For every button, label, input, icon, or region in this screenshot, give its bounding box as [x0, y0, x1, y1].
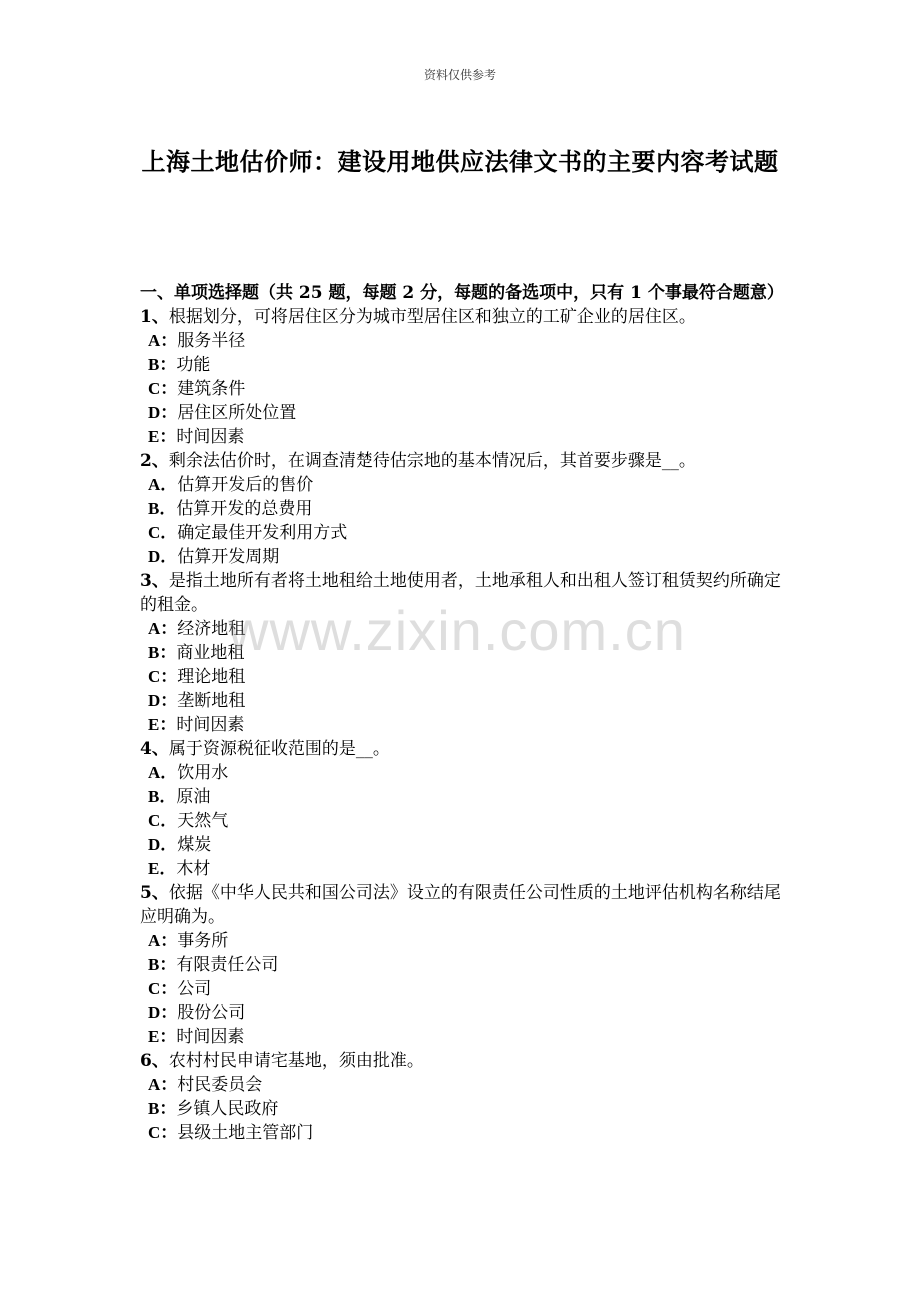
question	[140, 737, 785, 761]
option	[140, 1097, 785, 1121]
option	[140, 329, 785, 353]
option-text: 服务半径	[177, 331, 246, 351]
section-heading: 一、单项选择题（共 25 题，每题 2 分，每题的备选项中，只有 1 个事最符合题意）	[140, 283, 784, 303]
option	[140, 761, 785, 785]
option-text: 木材	[176, 859, 211, 879]
option	[140, 929, 785, 953]
option-text: 估算开发周期	[177, 547, 280, 567]
option-key: E：	[148, 715, 177, 734]
option	[140, 1073, 785, 1097]
option-key: A：	[148, 619, 178, 638]
question	[140, 1049, 785, 1073]
question-number: 5、	[140, 883, 169, 903]
option-text: 原油	[176, 787, 211, 807]
option	[140, 785, 785, 809]
option	[140, 689, 785, 713]
option-key: D：	[148, 691, 178, 710]
option	[140, 617, 785, 641]
option-text: 商业地租	[176, 643, 245, 663]
option	[140, 545, 785, 569]
question-number: 6、	[140, 1051, 169, 1071]
option-text: 确定最佳开发利用方式	[177, 523, 348, 543]
option-key: C：	[148, 379, 178, 398]
option-text: 估算开发的总费用	[176, 499, 313, 519]
question-text: 属于资源税征收范围的是__。	[168, 739, 390, 759]
option-text: 估算开发后的售价	[177, 475, 314, 495]
option-text: 时间因素	[176, 427, 245, 447]
option	[140, 1025, 785, 1049]
option-text: 功能	[176, 355, 211, 375]
option	[140, 497, 785, 521]
question-text: 依据《中华人民共和国公司法》设立的有限责任公司性质的土地评估机构名称结尾应明确为。	[140, 883, 781, 927]
option	[140, 473, 785, 497]
option-key: C：	[148, 1123, 178, 1142]
question-number: 1、	[140, 307, 169, 327]
option-key: A：	[148, 1075, 178, 1094]
question-text: 剩余法估价时，在调查清楚待估宗地的基本情况后，其首要步骤是__。	[168, 451, 696, 471]
header-note: 资料仅供参考	[423, 68, 496, 82]
option-text: 煤炭	[177, 835, 212, 855]
option-key: B：	[148, 1099, 177, 1118]
option-text: 有限责任公司	[176, 955, 279, 975]
question	[140, 569, 785, 617]
option-text: 乡镇人民政府	[176, 1099, 279, 1119]
option-text: 县级土地主管部门	[177, 1123, 314, 1143]
option-text: 居住区所处位置	[177, 403, 297, 423]
option	[140, 833, 785, 857]
option-key: C．	[148, 523, 178, 542]
option-key: D．	[148, 547, 178, 566]
option-text: 股份公司	[177, 1003, 246, 1023]
option-text: 建筑条件	[177, 379, 246, 399]
option	[140, 641, 785, 665]
option-key: C：	[148, 979, 178, 998]
option	[140, 401, 785, 425]
option	[140, 1001, 785, 1025]
option-key: B：	[148, 643, 177, 662]
question	[140, 305, 785, 329]
option-text: 时间因素	[176, 715, 245, 735]
option-key: B．	[148, 499, 177, 518]
question-list	[140, 305, 785, 1145]
option-key: D：	[148, 403, 178, 422]
document-body	[140, 281, 785, 1145]
option-text: 天然气	[177, 811, 229, 831]
option	[140, 425, 785, 449]
question-text: 根据划分，可将居住区分为城市型居住区和独立的工矿企业的居住区。	[168, 307, 696, 327]
option	[140, 1121, 785, 1145]
question-number: 2、	[140, 451, 169, 471]
question-text: 农村村民申请宅基地，须由批准。	[168, 1051, 424, 1071]
option-key: B：	[148, 955, 177, 974]
option	[140, 377, 785, 401]
option	[140, 521, 785, 545]
option-key: B．	[148, 787, 177, 806]
option-key: E：	[148, 427, 177, 446]
option-key: A．	[148, 763, 178, 782]
option-key: C．	[148, 811, 178, 830]
option-text: 村民委员会	[177, 1075, 263, 1095]
option	[140, 977, 785, 1001]
question-number: 3、	[140, 571, 169, 591]
option-key: A．	[148, 475, 178, 494]
option-key: E．	[148, 859, 177, 878]
option-text: 公司	[177, 979, 212, 999]
option-key: A：	[148, 331, 178, 350]
option	[140, 665, 785, 689]
option-key: E：	[148, 1027, 177, 1046]
option-text: 经济地租	[177, 619, 246, 639]
option-key: D．	[148, 835, 178, 854]
option-key: C：	[148, 667, 178, 686]
option	[140, 353, 785, 377]
question	[140, 449, 785, 473]
option-text: 垄断地租	[177, 691, 246, 711]
option-key: B：	[148, 355, 177, 374]
option	[140, 713, 785, 737]
option-text: 时间因素	[176, 1027, 245, 1047]
option	[140, 809, 785, 833]
option	[140, 953, 785, 977]
question-text: 是指土地所有者将土地租给土地使用者，土地承租人和出租人签订租赁契约所确定的租金。	[140, 571, 781, 615]
question-number: 4、	[140, 739, 169, 759]
option-text: 事务所	[177, 931, 229, 951]
option-text: 理论地租	[177, 667, 246, 687]
option-key: D：	[148, 1003, 178, 1022]
question	[140, 881, 785, 929]
option	[140, 857, 785, 881]
option-key: A：	[148, 931, 178, 950]
option-text: 饮用水	[177, 763, 229, 783]
document-title: 上海土地估价师：建设用地供应法律文书的主要内容考试题	[141, 147, 779, 176]
watermark: www.zixin.com.cn	[228, 599, 686, 662]
